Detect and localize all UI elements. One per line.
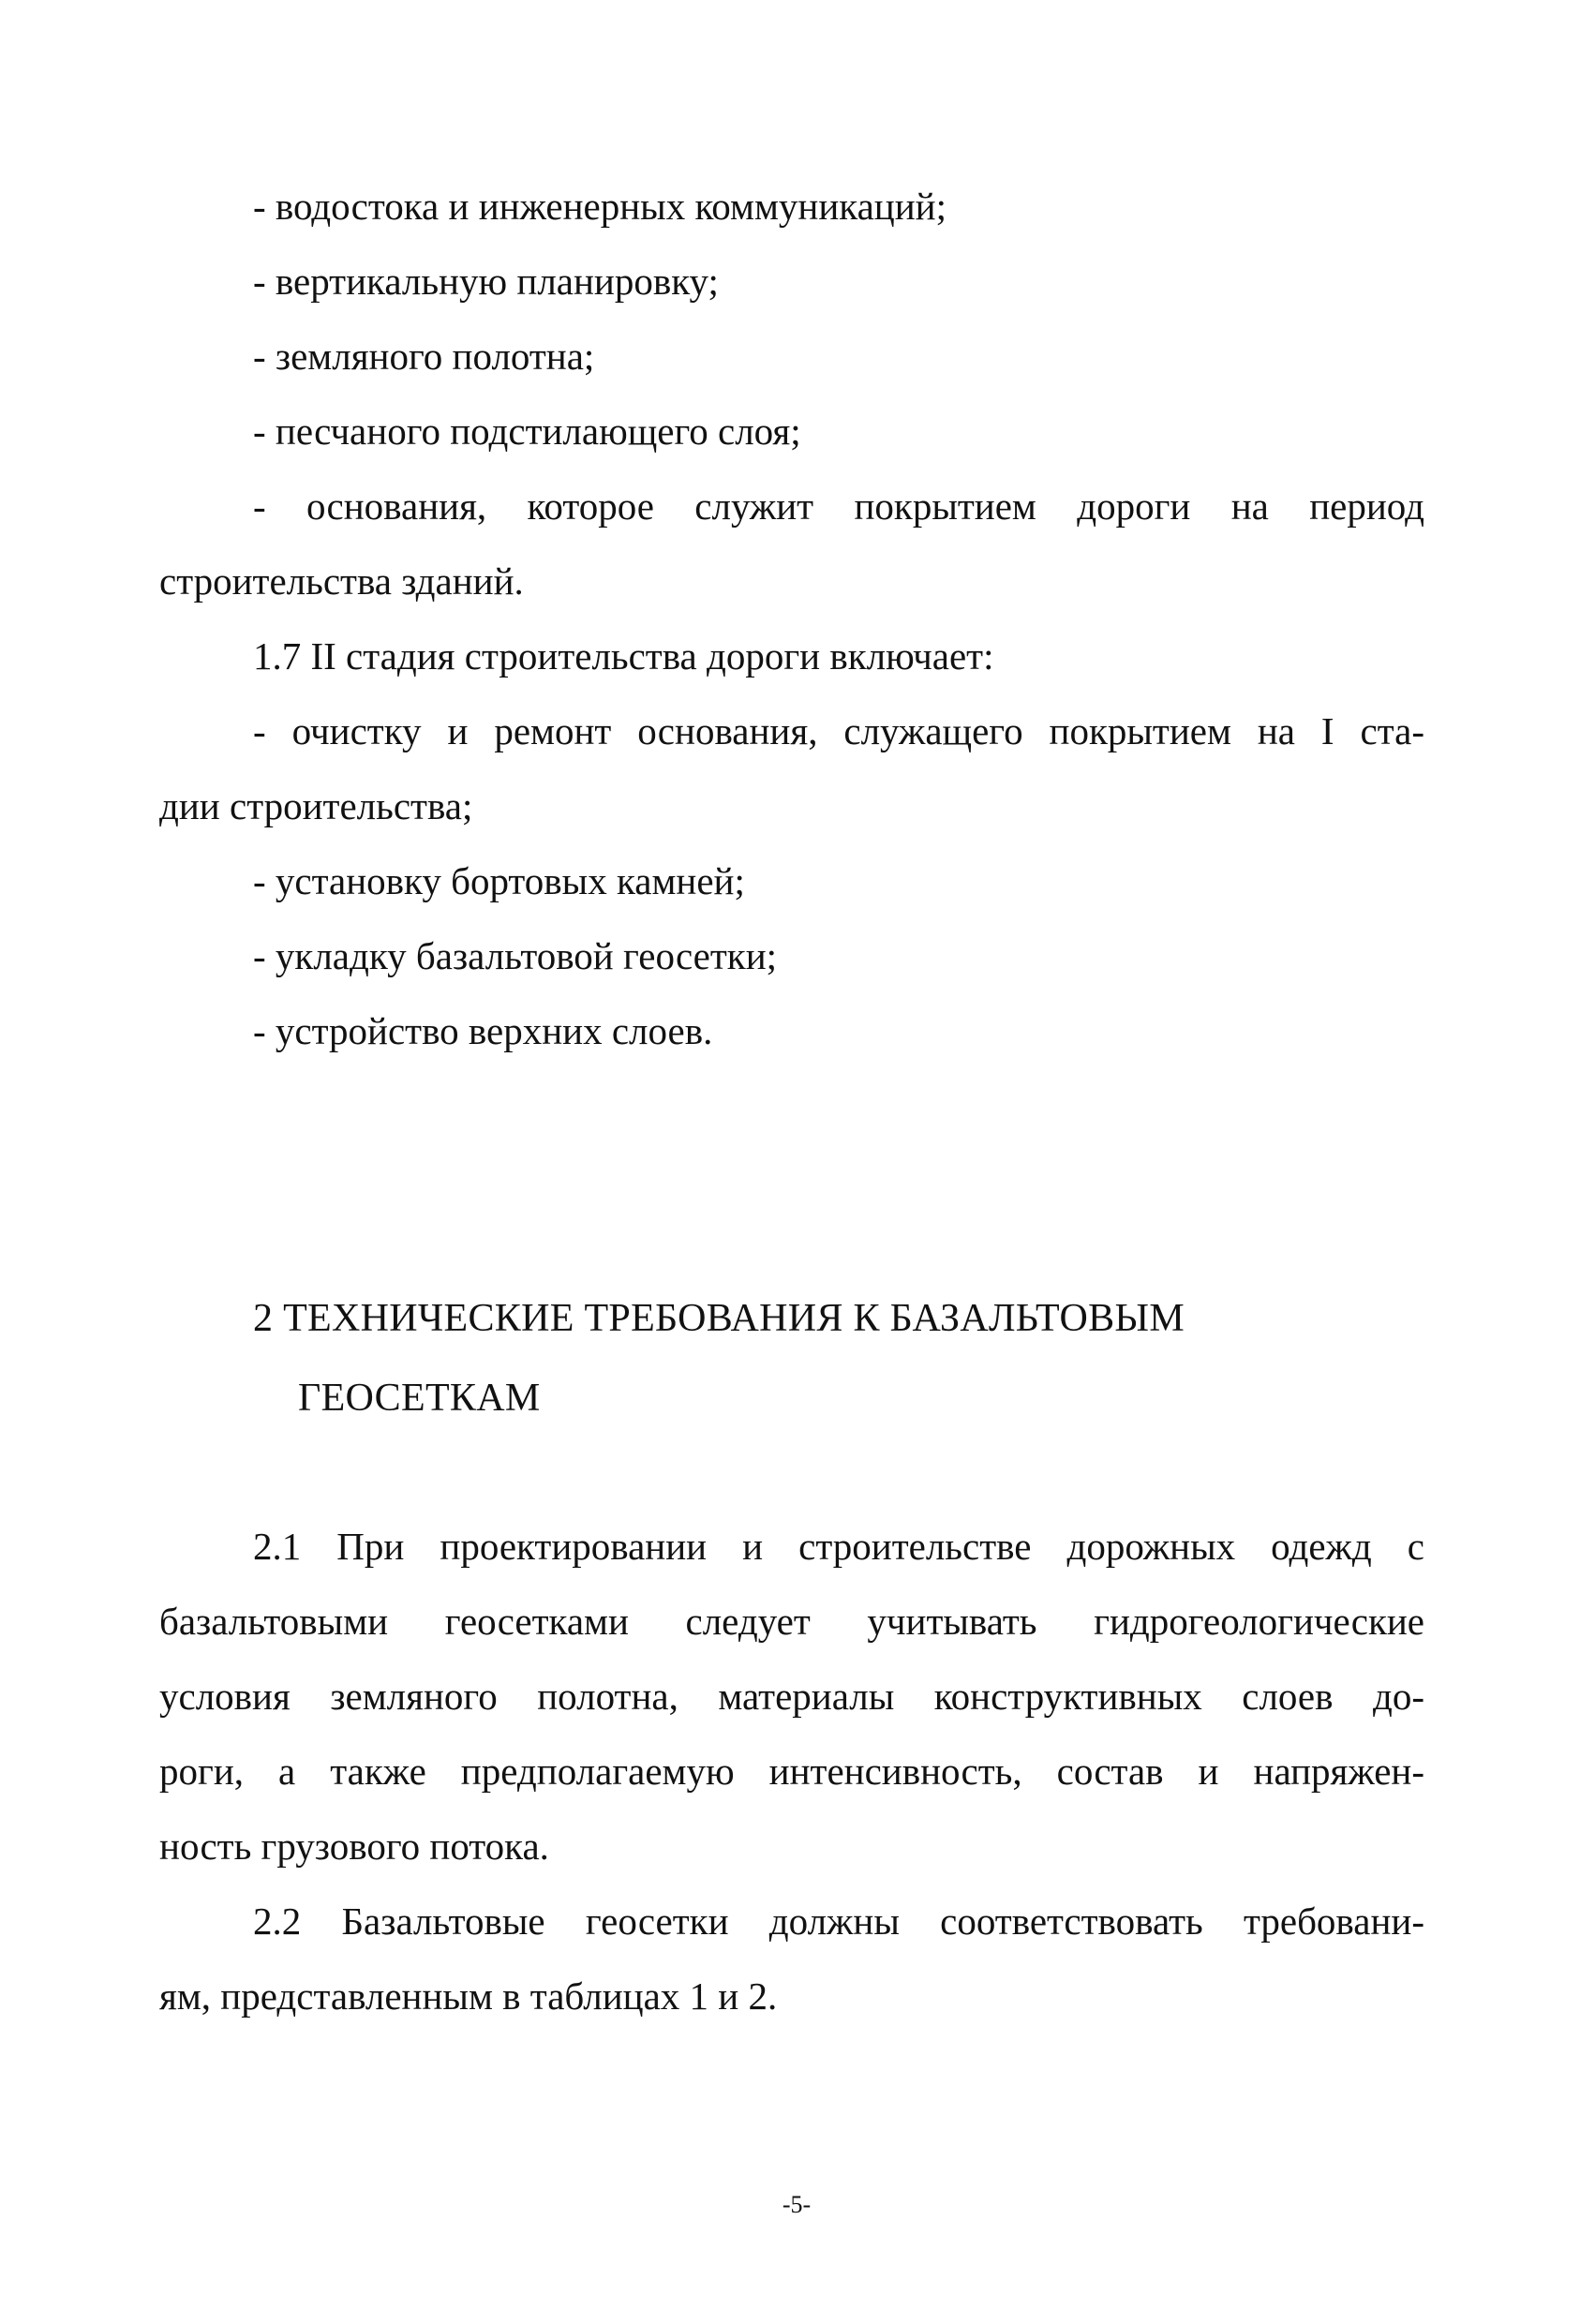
list-item: - вертикальную планировку; [253, 260, 719, 303]
list-item-continuation: строительства зданий. [159, 559, 524, 603]
paragraph-line: базальтовыми геосетками следует учитывать гидрогеологические [159, 1600, 1424, 1643]
paragraph-line: ям, представленным в таблицах 1 и 2. [159, 1974, 778, 2018]
list-item-continuation: дии строительства; [159, 784, 473, 827]
list-item: - устройство верхних слоев. [253, 1009, 713, 1052]
paragraph-line: роги, а также предполагаемую интенсивность, состав и напряжен- [159, 1750, 1424, 1793]
list-item: - песчаного подстилающего слоя; [253, 410, 801, 453]
section-heading: 2 ТЕХНИЧЕСКИЕ ТРЕБОВАНИЯ К БАЗАЛЬТОВЫМ [253, 1297, 1185, 1340]
list-item: - очистку и ремонт основания, служащего покрытием на I ста- [253, 709, 1424, 752]
stage2-intro: 1.7 II стадия строительства дороги включает: [253, 634, 994, 678]
paragraph-line: ность грузового потока. [159, 1825, 549, 1868]
list-item: - водостока и инженерных коммуникаций; [253, 185, 947, 228]
paragraph-line: условия земляного полотна, материалы конструктивных слоев до- [159, 1675, 1424, 1718]
list-item: - основания, которое служит покрытием дороги на период [253, 484, 1424, 528]
paragraph-line: 2.2 Базальтовые геосетки должны соответствовать требовани- [253, 1899, 1424, 1943]
list-item: - земляного полотна; [253, 335, 595, 378]
page-number: -5- [782, 2191, 812, 2218]
list-item: - установку бортовых камней; [253, 859, 745, 902]
paragraph-line: 2.1 При проектировании и строительстве дорожных одежд с [253, 1525, 1424, 1568]
section-heading-continuation: ГЕОСЕТКАМ [298, 1377, 541, 1420]
list-item: - укладку базальтовой геосетки; [253, 934, 778, 977]
